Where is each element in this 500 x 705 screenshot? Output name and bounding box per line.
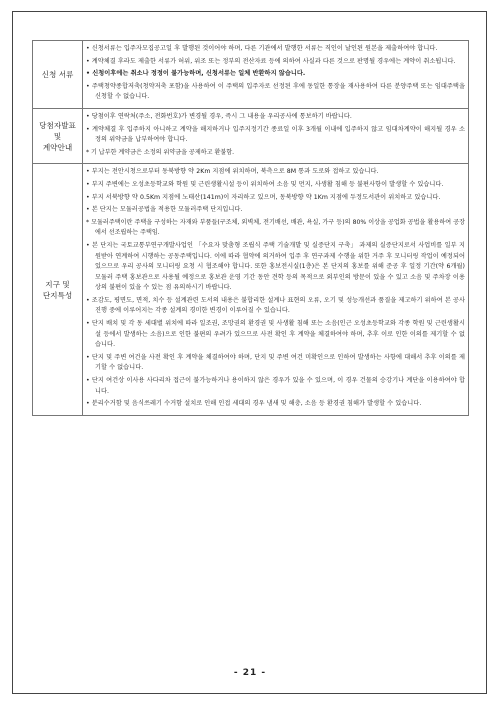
note-text: * 모듈러주택이란 주택을 구성하는 자재와 부품들(구조체, 외벽체, 전기배선, 배관, 욕실, 가구 등)의 80% 이상을 공업화 공법을 활용하여 공장에서 선조립하는 주택임.	[86, 218, 465, 237]
bullet-item: • 단지 배치 및 각 동 세대별 위치에 따라 일조권, 조망권의 환경권 및 사생활 침해 또는 소음(인근 오성초등학교와 각종 학원 및 근린생활시설 등에서 발생하는 소음)으로 인한 불편의 우려가 있으므로 사전 확인 후 계약을 체결하여야 하며, 추후 이로 인한 이의를 제기할 수 없습니다.	[86, 319, 465, 351]
bullet-item: • 신청이후에는 취소나 정정이 불가능하며, 신청서류는 일체 반환하지 않습니다.	[86, 69, 465, 80]
bullet-item: • 분리수거함 및 음식쓰레기 수거함 설치로 인해 인접 세대의 경우 냄새 및 해충, 소음 등 환경권 침해가 발생할 수 있습니다.	[86, 399, 465, 410]
bullet-item: • 부지 서북방향 약 0.5Km 지점에 노태산(141m)이 자리하고 있으며, 동북방향 약 1Km 지점에 두정도서관이 위치하고 있습니다.	[86, 193, 465, 204]
section-content	[83, 164, 469, 415]
section-row	[33, 164, 469, 415]
bullet-item: • 당첨이후 연락처(주소, 전화번호)가 변경될 경우, 즉시 그 내용을 우리공사에 통보하기 바랍니다.	[86, 112, 465, 123]
bullet-item: • 부지 주변에는 오성초등학교와 학원 및 근린생활시설 등이 위치하여 소음 및 먼지, 사생활 침해 등 불편사항이 발생할 수 있습니다.	[86, 180, 465, 191]
bullet-item: • 단지 및 주변 여건을 사전 확인 후 계약을 체결하여야 하며, 단지 및 주변 여건 미확인으로 인하여 발생하는 사항에 대해서 추후 이의를 제기할 수 없습니다.	[86, 353, 465, 374]
note-text: * 기 납부한 계약금은 소정의 위약금을 공제하고 환불함.	[86, 148, 235, 156]
bullet-item: • 본 단지는 모듈러공법을 적용한 모듈러주택 단지입니다.	[86, 205, 465, 216]
section-row	[33, 108, 469, 163]
section-label: 당첨자발표 및 계약안내	[33, 108, 83, 163]
bullet-item: • 신청서류는 입주자모집공고일 후 발행된 것이어야 하며, 다른 기관에서 발행한 서류는 직인이 날인된 원본을 제출하여야 합니다.	[86, 44, 465, 55]
bullet-item: • 주택청약종합저축(청약저축 포함)을 사용하여 이 주택의 입주자로 선정된 후에 동일한 통장을 재사용하여 다른 분양주택 또는 임대주택을 신청할 수 없습니다.	[86, 82, 465, 103]
bullet-item: • 계약체결 후 입주하지 아니하고 계약을 해지하거나 입주지정기간 종료일 이후 3개월 이내에 입주하지 않고 임대차계약이 해지될 경우 소정의 위약금을 납부하여야 합니다.	[86, 125, 465, 146]
page-number: - 21 -	[233, 668, 267, 678]
section-label: 신청 서류	[33, 41, 83, 109]
bullet-item: • 본 단지는 국토교통부연구개발사업인 「수요자 맞춤형 조립식 주택 기술개발 및 실증단지 구축」 과제의 실증단지로서 사업비를 일부 지원받아 연계하여 시행하는 공동주택입니다. 이에 따라 협약에 의거하여 입주 후 연구과제 수행을 위한 거주 후 모니터링 작업이 예정되어 있으므로 우리 공사의 모니터링 요청 시 협조해야 합니다. 또한 홍보전시실(1층)은 본 단지의 홍보를 위해 준공 후 일정 기간(약 6개월) 모듈러 주택 홍보관으로 사용될 예정으로 홍보관 운영 기간 동안 견학 등의 목적으로 외부인의 방문이 있을 수 있고 소음 및 주차장 이용상의 불편이 있을 수 있는 점 유의하시기 바랍니다.	[86, 241, 465, 294]
bullet-item: • 부지는 전안시청으로부터 동북방향 약 2Km 지점에 위치하며, 북측으로 8M 통과 도로와 접하고 있습니다.	[86, 167, 465, 178]
section-content	[83, 41, 469, 109]
bullet-item: • 단지 여건상 이사용 사다리차 접근이 불가능하거나 용이하지 않은 경우가 있을 수 있으며, 이 경우 건물의 승강기나 계단을 이용하여야 합니다.	[86, 376, 465, 397]
section-label: 지구 및 단지특성	[33, 164, 83, 415]
bullet-item: • 조감도, 평면도, 면적, 치수 등 설계관련 도서의 내용은 불합리한 설계나 표현의 오류, 오기 및 성능개선과 품질을 제고하기 위하여 본 공사 진행 중에 이루어지는 각종 설계의 경미한 변경이 이루어질 수 있습니다.	[86, 296, 465, 317]
bullet-item: • 계약체결 후라도 제출한 서류가 허위, 위조 또는 정부의 전산자료 등에 의하여 사실과 다른 것으로 판명될 경우에는 계약이 취소됩니다.	[86, 57, 465, 68]
notice-table	[32, 40, 469, 416]
section-content	[83, 108, 469, 163]
section-row	[33, 41, 469, 109]
